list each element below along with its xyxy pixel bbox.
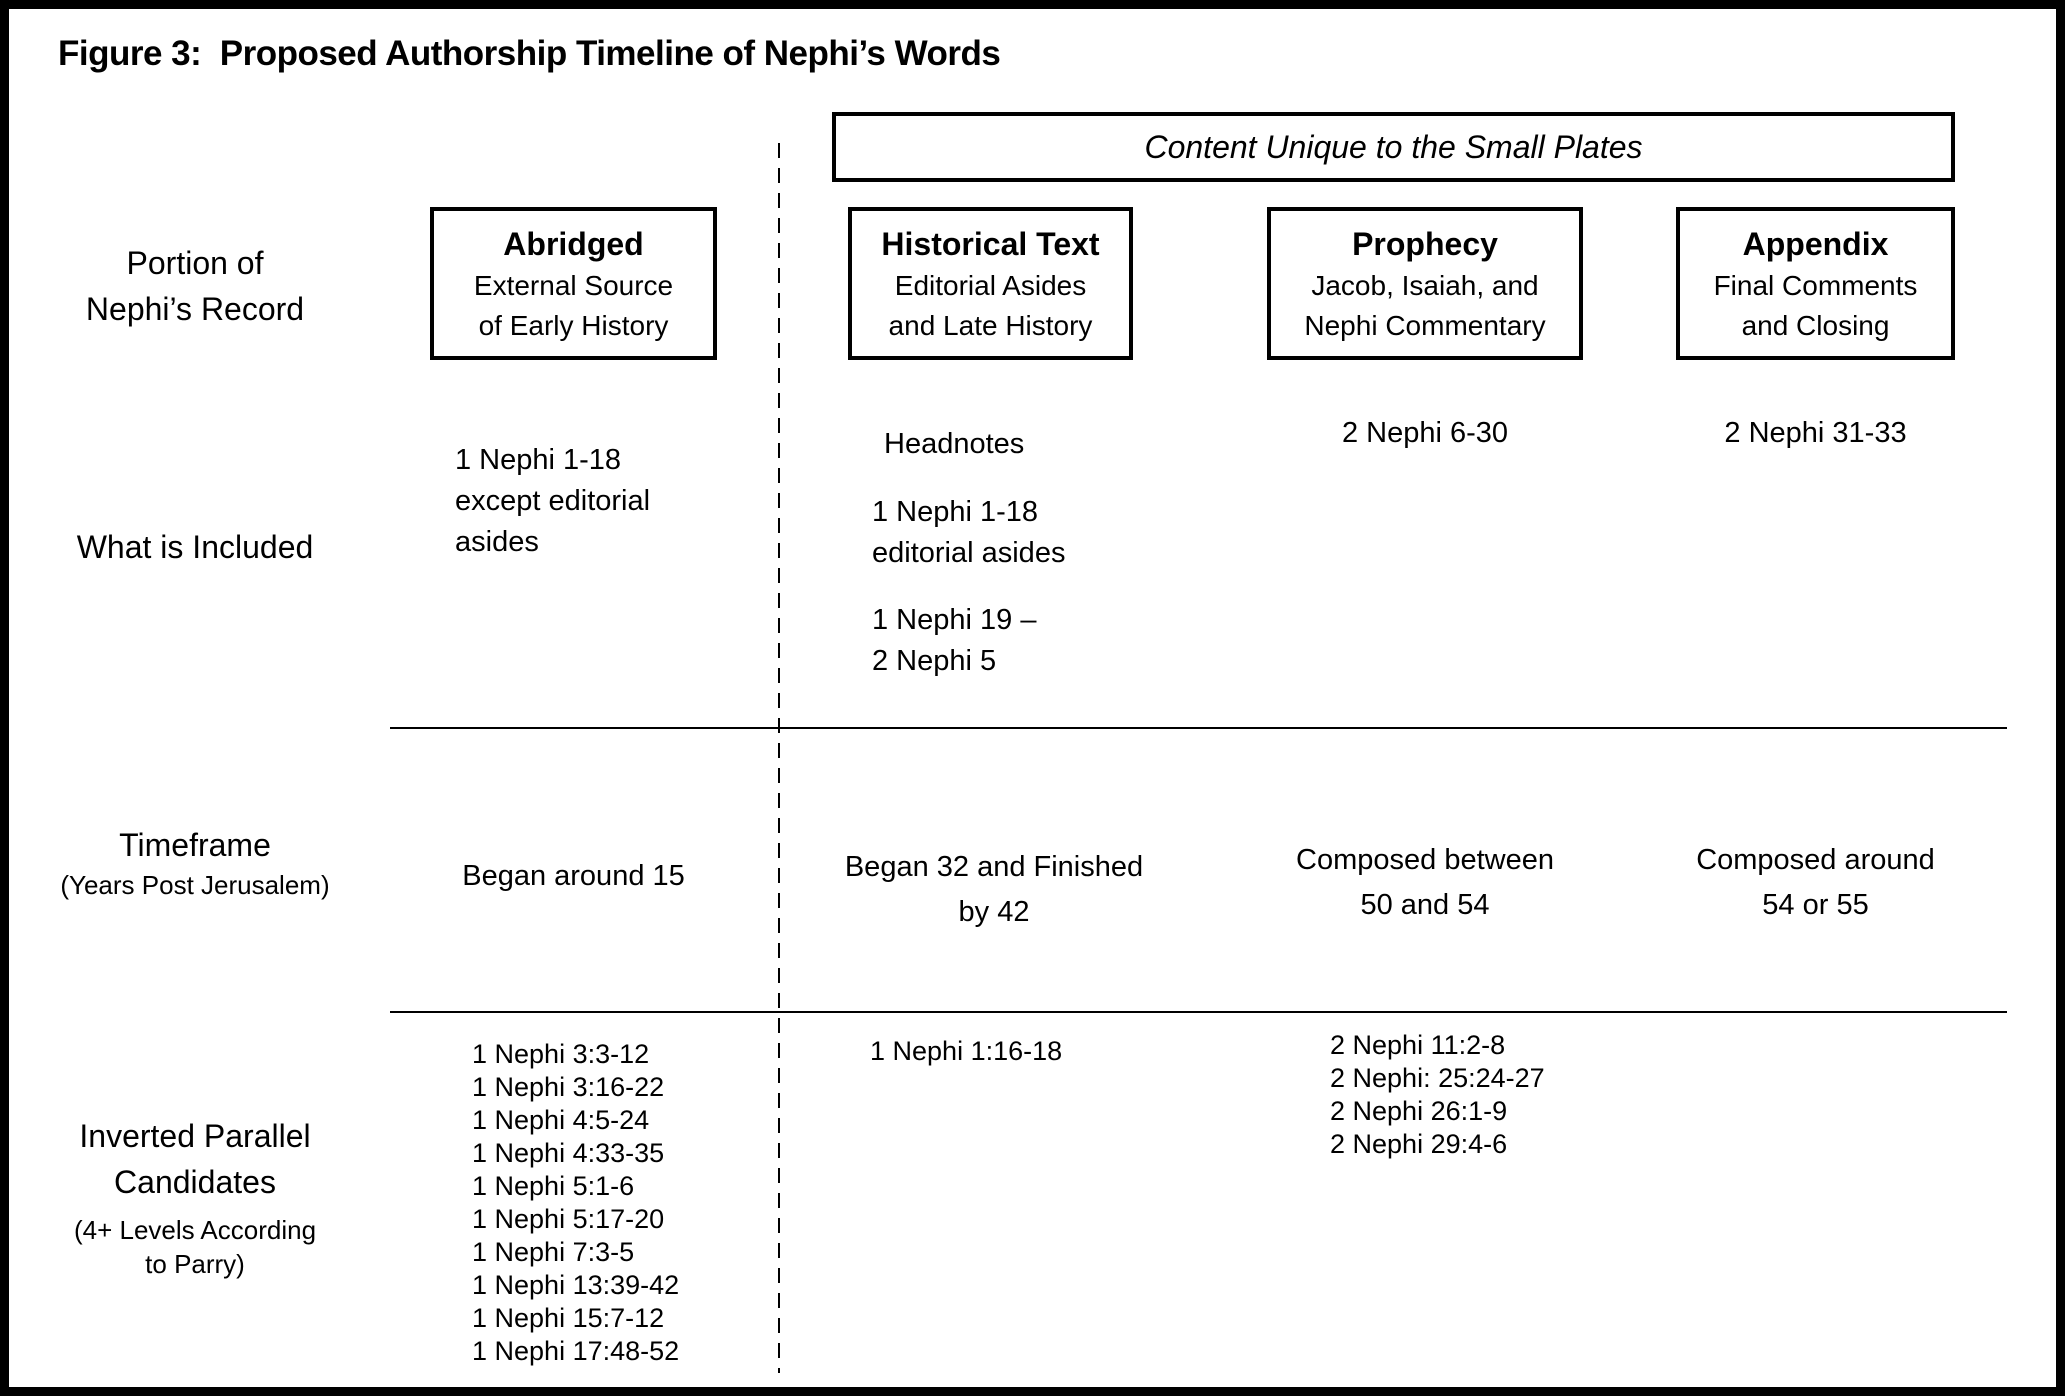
cell-timeframe-appendix <box>1676 838 1955 928</box>
list-item: 2 Nephi 11:2-8 <box>1330 1030 1506 1060</box>
cell-timeframe-abridged: Began around 15 <box>462 860 685 892</box>
cell-included-abridged <box>455 440 650 563</box>
list-item: 1 Nephi 5:17-20 <box>472 1204 665 1234</box>
list-item: 1 Nephi 4:5-24 <box>472 1105 650 1135</box>
row-label-portion-line: Nephi’s Record <box>85 291 305 327</box>
list-item: 1 Nephi 17:48-52 <box>472 1336 680 1366</box>
row-divider-line <box>390 727 2007 729</box>
row-label-timeframe-note: (Years Post Jerusalem) <box>60 870 330 900</box>
column-box-historical-text <box>848 207 1133 360</box>
list-item: 1 Nephi 5:1-6 <box>472 1171 635 1201</box>
column-subtitle-line: Nephi Commentary <box>1304 310 1546 341</box>
cell-timeframe-historical-line: by 42 <box>958 896 1030 928</box>
row-label-portion <box>35 240 355 332</box>
list-item: 1 Nephi 7:3-5 <box>472 1237 635 1267</box>
column-subtitle-line: and Closing <box>1741 310 1890 341</box>
cell-included-historical-late-line: 1 Nephi 19 – <box>872 604 1037 636</box>
list-item: 2 Nephi 26:1-9 <box>1330 1096 1508 1126</box>
list-item: 1 Nephi 15:7-12 <box>472 1303 665 1333</box>
column-subtitle-line: Jacob, Isaiah, and <box>1311 270 1539 301</box>
cell-inverted-historical-list <box>870 1035 1062 1068</box>
column-box-prophecy <box>1267 207 1583 360</box>
cell-timeframe-prophecy <box>1267 838 1583 928</box>
column-subtitle-line: of Early History <box>478 310 669 341</box>
cell-timeframe-prophecy-line: Composed between <box>1296 844 1554 876</box>
cell-included-historical-asides-line: 1 Nephi 1-18 <box>872 496 1039 528</box>
cell-included-historical-late <box>872 600 1036 682</box>
cell-timeframe-appendix-line: 54 or 55 <box>1762 889 1869 921</box>
list-item: 1 Nephi 3:16-22 <box>472 1072 665 1102</box>
list-item: 1 Nephi 4:33-35 <box>472 1138 665 1168</box>
column-subtitle-line: External Source <box>473 270 674 301</box>
figure-title: Figure 3: Proposed Authorship Timeline of Nephi’s Words <box>58 34 1001 73</box>
cell-included-historical-late-line: 2 Nephi 5 <box>872 645 997 677</box>
row-label-timeframe-title: Timeframe <box>119 827 271 863</box>
cell-included-abridged-line: asides <box>455 526 539 558</box>
cell-included-historical-asides-line: editorial asides <box>872 537 1066 569</box>
cell-included-appendix: 2 Nephi 31-33 <box>1724 417 1907 449</box>
cell-timeframe-appendix-line: Composed around <box>1696 844 1935 876</box>
small-plates-banner <box>832 112 1955 182</box>
small-plates-banner-label: Content Unique to the Small Plates <box>1144 128 1643 165</box>
list-item: 1 Nephi 13:39-42 <box>472 1270 680 1300</box>
column-title-appendix: Appendix <box>1742 226 1889 262</box>
cell-included-abridged-line: 1 Nephi 1-18 <box>455 444 622 476</box>
column-subtitle-line: Final Comments <box>1713 270 1918 301</box>
cell-included-abridged-line: except editorial <box>455 485 651 517</box>
list-item: 2 Nephi 29:4-6 <box>1330 1129 1508 1159</box>
column-divider-dashed-line <box>778 143 780 1373</box>
cell-included-prophecy: 2 Nephi 6-30 <box>1341 417 1509 449</box>
column-title-historical-text: Historical Text <box>881 226 1100 262</box>
cell-inverted-abridged-list <box>472 1038 679 1368</box>
cell-timeframe-historical <box>814 845 1174 935</box>
list-item: 1 Nephi 3:3-12 <box>472 1039 650 1069</box>
list-item: 2 Nephi: 25:24-27 <box>1330 1063 1545 1093</box>
column-title-abridged: Abridged <box>503 226 644 262</box>
cell-timeframe-prophecy-line: 50 and 54 <box>1360 889 1490 921</box>
column-subtitle-line: and Late History <box>888 310 1093 341</box>
column-subtitle-line: Editorial Asides <box>894 270 1087 301</box>
column-box-abridged <box>430 207 717 360</box>
row-label-inverted-line: Candidates <box>114 1164 276 1200</box>
row-label-inverted-parallel <box>35 1113 355 1281</box>
row-label-timeframe <box>35 822 355 902</box>
row-label-inverted-note-line: to Parry) <box>145 1249 245 1279</box>
list-item: 1 Nephi 1:16-18 <box>870 1036 1063 1066</box>
cell-included-historical-asides <box>872 492 1065 574</box>
row-label-inverted-line: Inverted Parallel <box>79 1118 311 1154</box>
row-divider-line <box>390 1011 2007 1013</box>
row-label-portion-line: Portion of <box>126 245 264 281</box>
cell-timeframe-historical-line: Began 32 and Finished <box>844 851 1144 883</box>
row-label-what-is-included: What is Included <box>76 529 314 565</box>
row-label-inverted-note-line: (4+ Levels According <box>73 1215 317 1245</box>
cell-included-historical-headnotes: Headnotes <box>884 428 1025 460</box>
column-title-prophecy: Prophecy <box>1352 226 1498 262</box>
cell-inverted-prophecy-list <box>1330 1029 1545 1161</box>
column-box-appendix <box>1676 207 1955 360</box>
